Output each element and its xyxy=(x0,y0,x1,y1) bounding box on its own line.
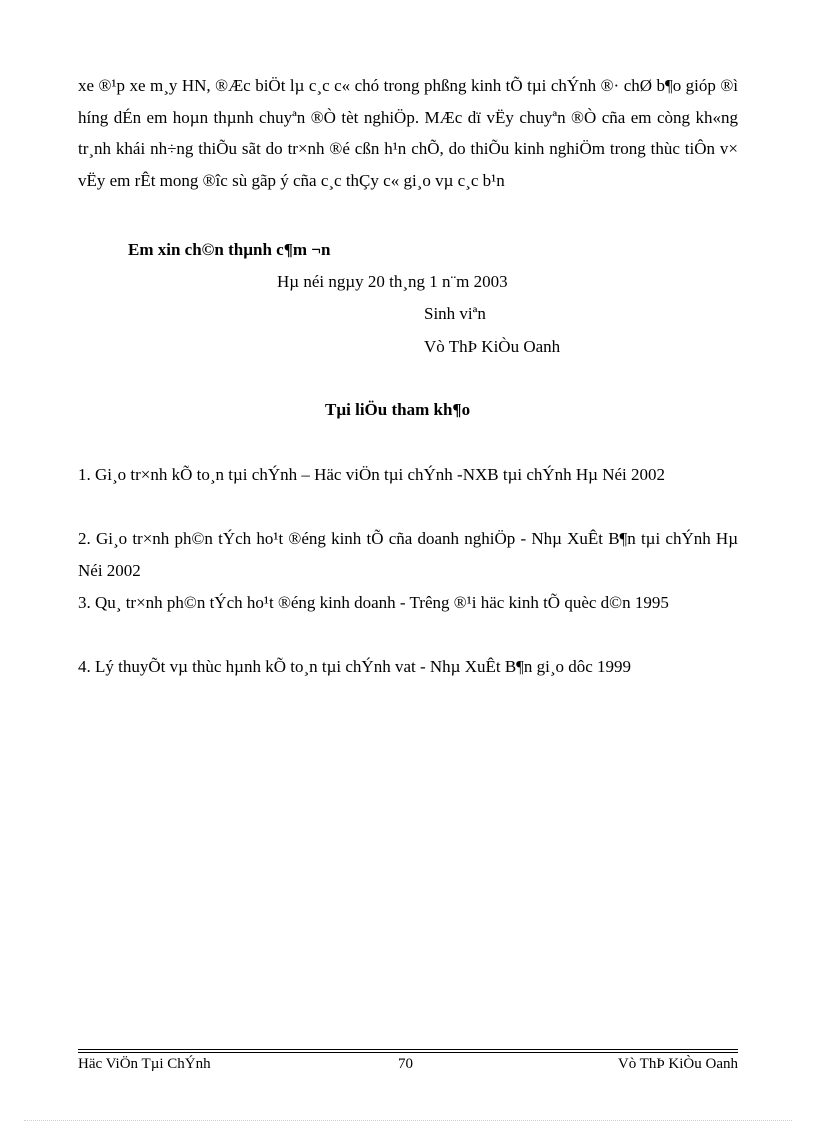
reference-item: 1. Gi¸o tr×nh kÕ to¸n tµi chÝnh – Häc viÖn tµi chÝnh -NXB tµi chÝnh Hµ Néi 2002 xyxy=(78,465,666,484)
footer-rule-top xyxy=(78,1049,738,1050)
footer-rule-bottom xyxy=(78,1052,738,1053)
closing-paragraph: xe ®¹p xe m¸y HN, ®Æc biÖt lµ c¸c c« chó trong phßng kinh tÕ tµi chÝnh ®· chØ b¶o gióp ®ì híng dÉn em hoµn thµnh chuyªn ®Ò tèt nghiÖp. MÆc dï vËy chuyªn ®Ò cña em còng kh«ng tr¸nh khái nh÷ng thiÕu sãt do tr×nh ®é cßn h¹n chÕ, do thiÕu kinh nghiÖm trong thùc tiÔn v× vËy em rÊt mong ®îc sù gãp ý cña c¸c thÇy c« gi¸o vµ c¸c b¹n xyxy=(78,76,738,190)
thanks-line: Em xin ch©n thµnh c¶m ¬n xyxy=(128,240,331,259)
signature-name: Vò ThÞ KiÒu Oanh xyxy=(424,337,561,356)
page-footer xyxy=(78,1056,738,1076)
reference-item: 4. Lý thuyÕt vµ thùc hµnh kÕ to¸n tµi chÝnh vat - Nhµ XuÊt B¶n gi¸o dôc 1999 xyxy=(78,657,632,676)
footer-author: Vò ThÞ KiÒu Oanh xyxy=(617,1056,738,1072)
footer-page-number: 70 xyxy=(398,1056,413,1072)
footer-institution: Häc ViÖn Tµi ChÝnh xyxy=(78,1056,211,1072)
reference-item: 2. Gi¸o tr×nh ph©n tÝch ho¹t ®éng kinh tÕ cña doanh nghiÖp - Nhµ XuÊt B¶n tµi chÝnh Hµ Néi 2002 xyxy=(78,529,738,580)
references-heading: Tµi liÖu tham kh¶o xyxy=(325,400,471,419)
place-date: Hµ néi ngµy 20 th¸ng 1 n¨m 2003 xyxy=(277,272,508,291)
signature-role: Sinh viªn xyxy=(424,304,486,323)
page-edge-divider xyxy=(24,1120,792,1121)
reference-item: 3. Qu¸ tr×nh ph©n tÝch ho¹t ®éng kinh doanh - Trêng ®¹i häc kinh tÕ quèc d©n 1995 xyxy=(78,593,669,612)
